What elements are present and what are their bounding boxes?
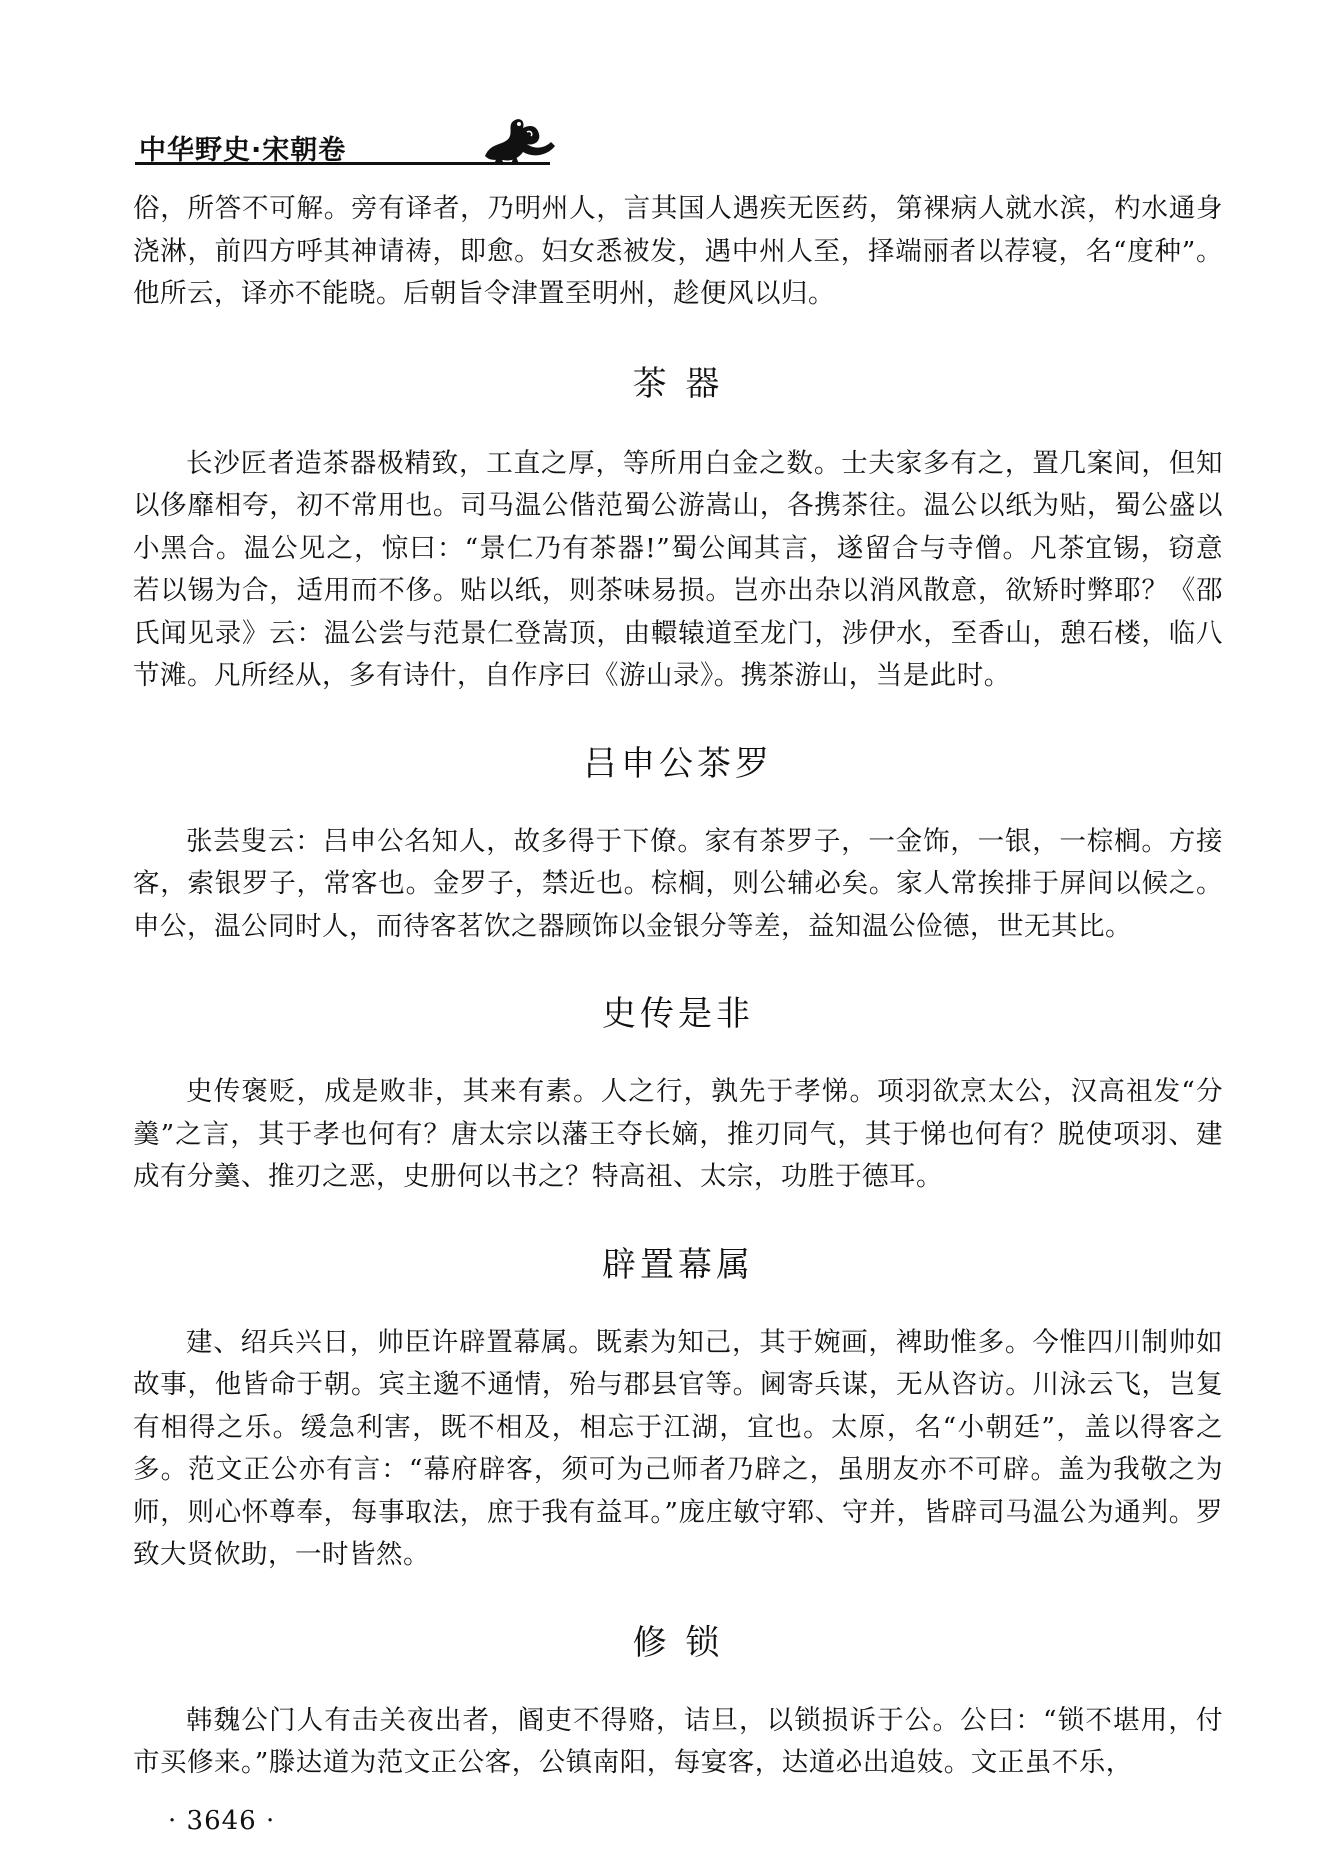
page-number: · 3646 · bbox=[168, 1806, 276, 1836]
running-header bbox=[135, 112, 565, 174]
header-rule bbox=[135, 162, 550, 165]
paragraph: 韩魏公门人有击关夜出者，阍吏不得赂，诘旦，以锁损诉于公。公曰：“锁不堪用，付市买修来。”滕达道为范文正公客，公镇南阳，每宴客，达道必出追妓。文正虽不乐， bbox=[133, 1704, 1223, 1778]
page-content bbox=[133, 188, 1223, 1785]
paragraph: 长沙匠者造茶器极精致，工直之厚，等所用白金之数。士夫家多有之，置几案间，但知以侈靡相夸，初不常用也。司马温公偕范蜀公游嵩山，各携茶往。温公以纸为贴，蜀公盛以小黑合。温公见之，惊曰：“景仁乃有茶器!”蜀公闻其言，遂留合与寺僧。凡茶宜锡，窃意若以锡为合，适用而不侈。贴以纸，则茶味易损。岂亦出杂以消风散意，欲矫时弊耶？《邵氏闻见录》云：温公尝与范景仁登嵩顶，由轘辕道至龙门，涉伊水，至香山，憩石楼，临八节滩。凡所经从，多有诗什，自作序曰《游山录》。携茶游山，当是此时。 bbox=[133, 447, 1223, 691]
paragraph: 建、绍兵兴日，帅臣许辟置幕属。既素为知己，其于婉画，裨助惟多。今惟四川制帅如故事，他皆命于朝。宾主邈不通情，殆与郡县官等。阃寄兵谋，无从咨访。川泳云飞，岂复有相得之乐。缓急利害，既不相及，相忘于江湖，宜也。太原，名“小朝廷”，盖以得客之多。范文正公亦有言：“幕府辟客，须可为己师者乃辟之，虽朋友亦不可辟。盖为我敬之为师，则心怀尊奉，每事取法，庶于我有益耳。”庞庄敏守郓、守并，皆辟司马温公为通判。罗致大贤佽助，一时皆然。 bbox=[133, 1326, 1223, 1570]
paragraph: 张芸叟云：吕申公名知人，故多得于下僚。家有茶罗子，一金饰，一银，一棕榈。方接客，索银罗子，常客也。金罗子，禁近也。棕榈，则公辅必矣。家人常挨排于屏间以候之。申公，温公同时人，而待客茗饮之器顾饰以金银分等差，益知温公俭德，世无其比。 bbox=[133, 825, 1223, 942]
section-title: 史传是非 bbox=[602, 994, 754, 1034]
dragon-icon bbox=[475, 112, 559, 168]
section-title: 辟置幕属 bbox=[602, 1244, 754, 1285]
section-title: 茶 器 bbox=[632, 363, 724, 404]
book-title: 中华野史·宋朝卷 bbox=[139, 135, 347, 166]
paragraph: 史传褒贬，成是败非，其来有素。人之行，孰先于孝悌。项羽欲烹太公，汉高祖发“分羹”之言，其于孝也何有？唐太宗以藩王夺长嫡，推刃同气，其于悌也何有？脱使项羽、建成有分羹、推刃之恶，史册何以书之？特高祖、太宗，功胜于德耳。 bbox=[133, 1076, 1223, 1192]
section-title: 吕申公茶罗 bbox=[583, 743, 773, 784]
paragraph: 俗，所答不可解。旁有译者，乃明州人，言其国人遇疾无医药，第裸病人就水滨，杓水通身浇淋，前四方呼其神请祷，即愈。妇女悉被发，遇中州人至，择端丽者以荐寝，名“度种”。他所云，译亦不能晓。后朝旨令津置至明州，趁便风以归。 bbox=[133, 193, 1223, 309]
section-title: 修 锁 bbox=[632, 1622, 724, 1663]
